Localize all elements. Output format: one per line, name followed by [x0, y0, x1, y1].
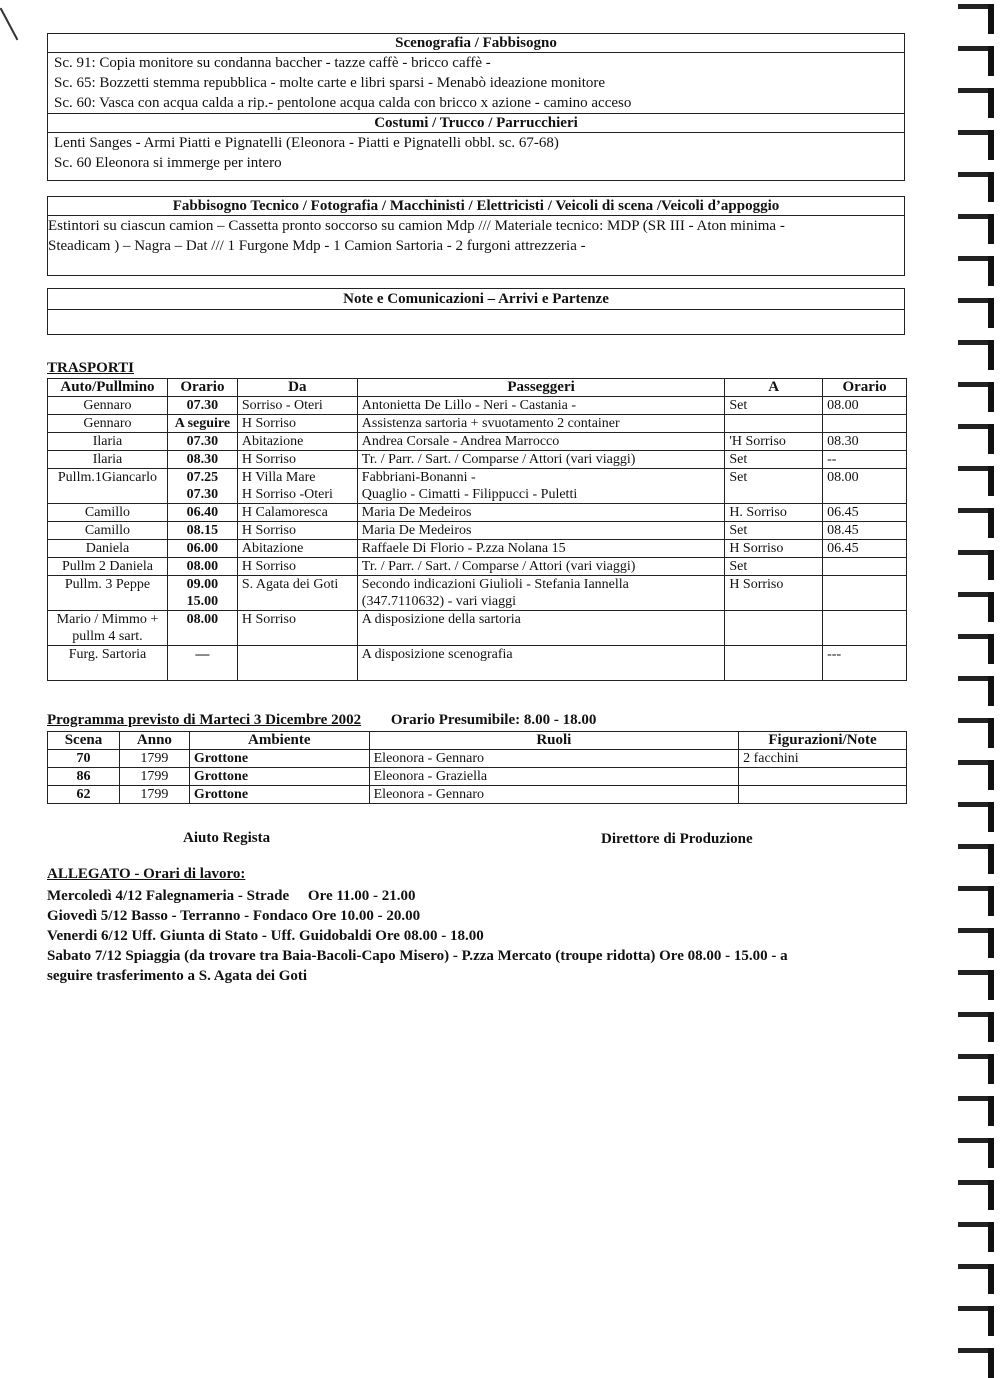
- binding-ring: [958, 1306, 994, 1336]
- table-cell-passeggeri: [357, 558, 725, 576]
- tecnico-header: Fabbisogno Tecnico / Fotografia / Macchinisti / Elettricisti / Veicoli di scena /Veicoli d’appoggio: [48, 197, 904, 216]
- cell-text: Camillo: [84, 523, 131, 538]
- table-cell-auto: [48, 540, 168, 558]
- cell-text: 06.40: [186, 505, 219, 520]
- table-cell-orario2: [823, 504, 907, 522]
- cell-text: 09.00: [186, 577, 219, 592]
- scenografia-line: Sc. 60: Vasca con acqua calda a rip.- pentolone acqua calda con bricco x azione - camino acceso: [54, 95, 632, 111]
- cell-text: —: [195, 647, 210, 662]
- table-cell-da: [237, 415, 357, 433]
- cell-text: 07.25: [186, 470, 219, 485]
- table-cell-da: [237, 540, 357, 558]
- table-cell-ruoli: Eleonora - Gennaro: [369, 786, 738, 804]
- table-cell-auto: [48, 504, 168, 522]
- table-cell-da: [237, 469, 357, 504]
- cell-text: Camillo: [84, 505, 131, 520]
- table-cell-orario: [167, 397, 237, 415]
- binding-ring: [958, 1054, 994, 1084]
- cell-text: H Sorriso: [241, 452, 296, 467]
- table-cell-passeggeri: [357, 522, 725, 540]
- column-header: Da: [237, 379, 357, 397]
- binding-ring: [958, 970, 994, 1000]
- table-cell-orario2: [823, 522, 907, 540]
- cell-text: H Villa Mare: [241, 470, 316, 485]
- cell-text: H Calamoresca: [241, 505, 328, 520]
- trasporti-title: TRASPORTI: [47, 360, 134, 376]
- column-header: Ambiente: [189, 732, 369, 750]
- table-row: [48, 611, 907, 646]
- column-header: Figurazioni/Note: [739, 732, 907, 750]
- table-cell-a: [725, 504, 823, 522]
- cell-text: Secondo indicazioni Giulioli - Stefania Iannella: [361, 577, 629, 592]
- table-cell-da: [237, 504, 357, 522]
- cell-text: Abitazione: [241, 434, 304, 449]
- table-cell-anno: 1799: [119, 786, 189, 804]
- binding-ring: [958, 550, 994, 580]
- table-row: [48, 558, 907, 576]
- table-cell-a: [725, 397, 823, 415]
- costumi-line: Sc. 60 Eleonora si immerge per intero: [54, 155, 282, 171]
- cell-text: A disposizione della sartoria: [361, 612, 521, 627]
- cell-text: 'H Sorriso: [729, 434, 786, 449]
- table-cell-passeggeri: [357, 504, 725, 522]
- cell-text: Set: [729, 470, 748, 485]
- table-cell-orario2: [823, 646, 907, 681]
- binding-ring: [958, 886, 994, 916]
- table-cell-scena: 62: [48, 786, 120, 804]
- binding-ring: [958, 1264, 994, 1294]
- binding-ring: [958, 676, 994, 706]
- column-header: Ruoli: [369, 732, 738, 750]
- cell-text: 08.00: [827, 470, 859, 485]
- table-cell-auto: [48, 558, 168, 576]
- table-cell-orario: [167, 469, 237, 504]
- trasporti-table: [47, 378, 907, 681]
- cell-text: 08.30: [827, 434, 859, 449]
- programma-title: Programma previsto di Marteci 3 Dicembre 2002: [47, 712, 362, 728]
- table-cell-auto: [48, 451, 168, 469]
- tecnico-line: Estintori su ciascun camion – Cassetta pronto soccorso su camion Mdp /// Materiale tecnico: MDP (SR III - Aton minima -: [48, 218, 785, 234]
- cell-text: Abitazione: [241, 541, 304, 556]
- table-cell-da: [237, 558, 357, 576]
- table-row: [48, 768, 907, 786]
- binding-ring: [958, 466, 994, 496]
- cell-text: 06.45: [827, 541, 859, 556]
- table-cell-a: [725, 558, 823, 576]
- table-cell-note: [739, 786, 907, 804]
- binding-ring: [958, 760, 994, 790]
- cell-text: H Sorriso: [241, 559, 296, 574]
- scenografia-line: Sc. 91: Copia monitore su condanna baccher - tazze caffè - bricco caffè -: [54, 55, 491, 71]
- cell-text: 08.45: [827, 523, 859, 538]
- table-cell-passeggeri: [357, 451, 725, 469]
- table-cell-ambiente: Grottone: [189, 768, 369, 786]
- table-cell-scena: 70: [48, 750, 120, 768]
- table-cell-auto: [48, 576, 168, 611]
- cell-text: H. Sorriso: [729, 505, 787, 520]
- cell-text: H Sorriso: [241, 416, 296, 431]
- allegato-list: [47, 886, 927, 986]
- allegato-line: Mercoledì 4/12 Falegnameria - Strade Ore 11.00 - 21.00: [47, 888, 416, 904]
- table-row: [48, 540, 907, 558]
- cell-text: Furg. Sartoria: [68, 647, 147, 662]
- column-header: A: [725, 379, 823, 397]
- table-cell-a: [725, 469, 823, 504]
- allegato-line: seguire trasferimento a S. Agata dei Goti: [47, 968, 308, 984]
- column-header: Anno: [119, 732, 189, 750]
- table-row: [48, 415, 907, 433]
- table-row: [48, 433, 907, 451]
- cell-text: Maria De Medeiros: [361, 505, 472, 520]
- cell-text: Tr. / Parr. / Sart. / Comparse / Attori (vari viaggi): [361, 452, 636, 467]
- binding-ring: [958, 1138, 994, 1168]
- spiral-binding: [952, 0, 1000, 1369]
- binding-ring: [958, 844, 994, 874]
- cell-text: pullm 4 sart.: [72, 629, 143, 644]
- binding-ring: [958, 214, 994, 244]
- table-cell-auto: [48, 522, 168, 540]
- tecnico-box: [47, 196, 905, 276]
- cell-text: Antonietta De Lillo - Neri - Castania -: [361, 398, 577, 413]
- binding-ring: [958, 382, 994, 412]
- binding-ring: [958, 256, 994, 286]
- table-row: [48, 750, 907, 768]
- table-cell-anno: 1799: [119, 768, 189, 786]
- costumi-line: Lenti Sanges - Armi Piatti e Pignatelli (Eleonora - Piatti e Pignatelli obbl. sc. 67-68): [54, 135, 559, 151]
- table-cell-a: [725, 646, 823, 681]
- table-row: [48, 786, 907, 804]
- cell-text: Mario / Mimmo +: [56, 612, 159, 627]
- cell-text: Set: [729, 523, 748, 538]
- cell-text: Pullm 2 Daniela: [61, 559, 153, 574]
- table-cell-auto: [48, 415, 168, 433]
- table-cell-passeggeri: [357, 611, 725, 646]
- binding-ring: [958, 802, 994, 832]
- binding-ring: [958, 340, 994, 370]
- binding-ring: [958, 4, 994, 34]
- cell-text: Gennaro: [83, 416, 132, 431]
- binding-ring: [958, 1180, 994, 1210]
- cell-text: Set: [729, 452, 748, 467]
- table-cell-auto: [48, 469, 168, 504]
- cell-text: Raffaele Di Florio - P.zza Nolana 15: [361, 541, 566, 556]
- table-cell-passeggeri: [357, 469, 725, 504]
- table-cell-orario: [167, 415, 237, 433]
- allegato-title: ALLEGATO - Orari di lavoro:: [47, 866, 246, 882]
- cell-text: S. Agata dei Goti: [241, 577, 339, 592]
- table-header-row: [48, 732, 907, 750]
- binding-ring: [958, 46, 994, 76]
- table-row: [48, 576, 907, 611]
- binding-ring: [958, 508, 994, 538]
- table-cell-a: [725, 540, 823, 558]
- table-cell-orario2: [823, 451, 907, 469]
- binding-ring: [958, 1096, 994, 1126]
- programma-heading: [47, 712, 596, 729]
- table-cell-orario2: [823, 576, 907, 611]
- table-cell-auto: [48, 611, 168, 646]
- cell-text: A seguire: [174, 416, 231, 431]
- table-row: [48, 397, 907, 415]
- table-cell-ambiente: Grottone: [189, 786, 369, 804]
- cell-text: Gennaro: [83, 398, 132, 413]
- table-cell-a: [725, 522, 823, 540]
- cell-text: Ilaria: [92, 434, 123, 449]
- cell-text: Quaglio - Cimatti - Filippucci - Puletti: [361, 487, 578, 502]
- table-cell-ruoli: Eleonora - Graziella: [369, 768, 738, 786]
- stray-pen-mark: [0, 8, 18, 41]
- table-cell-orario2: [823, 397, 907, 415]
- cell-text: 07.30: [186, 434, 219, 449]
- scenografia-header: Scenografia / Fabbisogno: [48, 34, 904, 53]
- scenografia-costumi-box: [47, 33, 905, 181]
- table-row: [48, 469, 907, 504]
- table-cell-passeggeri: [357, 415, 725, 433]
- table-cell-anno: 1799: [119, 750, 189, 768]
- table-row: [48, 504, 907, 522]
- note-header: Note e Comunicazioni – Arrivi e Partenze: [48, 289, 904, 310]
- table-cell-orario2: [823, 540, 907, 558]
- costumi-header: Costumi / Trucco / Parrucchieri: [48, 113, 904, 133]
- table-cell-da: [237, 522, 357, 540]
- cell-text: 08.15: [186, 523, 219, 538]
- aiuto-regista-label: Aiuto Regista: [183, 830, 271, 846]
- binding-ring: [958, 88, 994, 118]
- column-header: Auto/Pullmino: [48, 379, 168, 397]
- table-cell-passeggeri: [357, 576, 725, 611]
- binding-ring: [958, 130, 994, 160]
- table-cell-a: [725, 451, 823, 469]
- table-cell-passeggeri: [357, 646, 725, 681]
- binding-ring: [958, 634, 994, 664]
- column-header: Orario: [167, 379, 237, 397]
- table-cell-orario2: [823, 558, 907, 576]
- table-cell-orario2: [823, 469, 907, 504]
- table-cell-da: [237, 646, 357, 681]
- scenografia-line: Sc. 65: Bozzetti stemma repubblica - molte carte e libri sparsi - Menabò ideazione monitore: [54, 75, 606, 91]
- cell-text: Set: [729, 559, 748, 574]
- cell-text: 07.30: [186, 398, 219, 413]
- binding-ring: [958, 298, 994, 328]
- cell-text: --: [827, 452, 837, 467]
- direttore-produzione-label: Direttore di Produzione: [601, 831, 753, 847]
- table-cell-passeggeri: [357, 540, 725, 558]
- table-cell-da: [237, 576, 357, 611]
- programma-orario: Orario Presumibile: 8.00 - 18.00: [390, 712, 597, 728]
- allegato-line: Venerdi 6/12 Uff. Giunta di Stato - Uff. Guidobaldi Ore 08.00 - 18.00: [47, 928, 484, 944]
- table-row: [48, 522, 907, 540]
- binding-ring: [958, 1012, 994, 1042]
- allegato-line: Sabato 7/12 Spiaggia (da trovare tra Baia-Bacoli-Capo Misero) - P.zza Mercato (troupe ridotta) Ore 08.00 - 15.00 - a: [47, 948, 788, 964]
- table-cell-da: [237, 451, 357, 469]
- table-cell-orario2: [823, 611, 907, 646]
- cell-text: 08.00: [827, 398, 859, 413]
- cell-text: ---: [827, 647, 842, 662]
- cell-text: H Sorriso: [729, 541, 784, 556]
- table-cell-auto: [48, 646, 168, 681]
- cell-text: Pullm.1Giancarlo: [57, 470, 158, 485]
- table-cell-passeggeri: [357, 397, 725, 415]
- binding-ring: [958, 172, 994, 202]
- cell-text: 15.00: [186, 594, 219, 609]
- cell-text: Sorriso - Oteri: [241, 398, 323, 413]
- cell-text: H Sorriso: [729, 577, 784, 592]
- cell-text: H Sorriso: [241, 612, 296, 627]
- cell-text: Assistenza sartoria + svuotamento 2 container: [361, 416, 620, 431]
- table-cell-ruoli: Eleonora - Gennaro: [369, 750, 738, 768]
- table-cell-auto: [48, 397, 168, 415]
- cell-text: 08.00: [186, 612, 219, 627]
- table-cell-orario: [167, 433, 237, 451]
- table-cell-note: 2 facchini: [739, 750, 907, 768]
- allegato-line: Giovedì 5/12 Basso - Terranno - Fondaco Ore 10.00 - 20.00: [47, 908, 421, 924]
- column-header: Passeggeri: [357, 379, 725, 397]
- table-cell-note: [739, 768, 907, 786]
- table-cell-a: [725, 415, 823, 433]
- table-header-row: [48, 379, 907, 397]
- cell-text: Daniela: [85, 541, 130, 556]
- table-cell-orario: [167, 646, 237, 681]
- programma-table: [47, 731, 907, 804]
- table-cell-ambiente: Grottone: [189, 750, 369, 768]
- table-cell-orario: [167, 522, 237, 540]
- table-row: [48, 451, 907, 469]
- table-cell-orario: [167, 540, 237, 558]
- table-cell-a: [725, 611, 823, 646]
- table-cell-a: [725, 576, 823, 611]
- table-cell-da: [237, 611, 357, 646]
- column-header: Scena: [48, 732, 120, 750]
- binding-ring: [958, 718, 994, 748]
- cell-text: A disposizione scenografia: [361, 647, 513, 662]
- tecnico-line: Steadicam ) – Nagra – Dat /// 1 Furgone Mdp - 1 Camion Sartoria - 2 furgoni attrezzeria -: [48, 238, 586, 254]
- binding-ring: [958, 1222, 994, 1252]
- cell-text: H Sorriso -Oteri: [241, 487, 333, 502]
- table-row: [48, 646, 907, 681]
- cell-text: Andrea Corsale - Andrea Marrocco: [361, 434, 560, 449]
- cell-text: H Sorriso: [241, 523, 296, 538]
- cell-text: 07.30: [186, 487, 219, 502]
- binding-ring: [958, 424, 994, 454]
- note-box: [47, 288, 905, 335]
- cell-text: 08.00: [186, 559, 219, 574]
- table-cell-a: [725, 433, 823, 451]
- table-cell-orario: [167, 504, 237, 522]
- table-cell-orario: [167, 611, 237, 646]
- cell-text: (347.7110632) - vari viaggi: [361, 594, 517, 609]
- table-cell-auto: [48, 433, 168, 451]
- table-cell-orario: [167, 576, 237, 611]
- cell-text: 06.00: [186, 541, 219, 556]
- table-cell-passeggeri: [357, 433, 725, 451]
- cell-text: Set: [729, 398, 748, 413]
- binding-ring: [958, 928, 994, 958]
- cell-text: Fabbriani-Bonanni -: [361, 470, 476, 485]
- cell-text: Maria De Medeiros: [361, 523, 472, 538]
- cell-text: Tr. / Parr. / Sart. / Comparse / Attori (vari viaggi): [361, 559, 636, 574]
- cell-text: 06.45: [827, 505, 859, 520]
- binding-ring: [958, 1348, 994, 1378]
- column-header: Orario: [823, 379, 907, 397]
- cell-text: Pullm. 3 Peppe: [64, 577, 151, 592]
- table-cell-orario: [167, 558, 237, 576]
- table-cell-da: [237, 397, 357, 415]
- cell-text: 08.30: [186, 452, 219, 467]
- table-cell-da: [237, 433, 357, 451]
- cell-text: Ilaria: [92, 452, 123, 467]
- table-cell-orario2: [823, 433, 907, 451]
- table-cell-scena: 86: [48, 768, 120, 786]
- table-cell-orario: [167, 451, 237, 469]
- table-cell-orario2: [823, 415, 907, 433]
- binding-ring: [958, 592, 994, 622]
